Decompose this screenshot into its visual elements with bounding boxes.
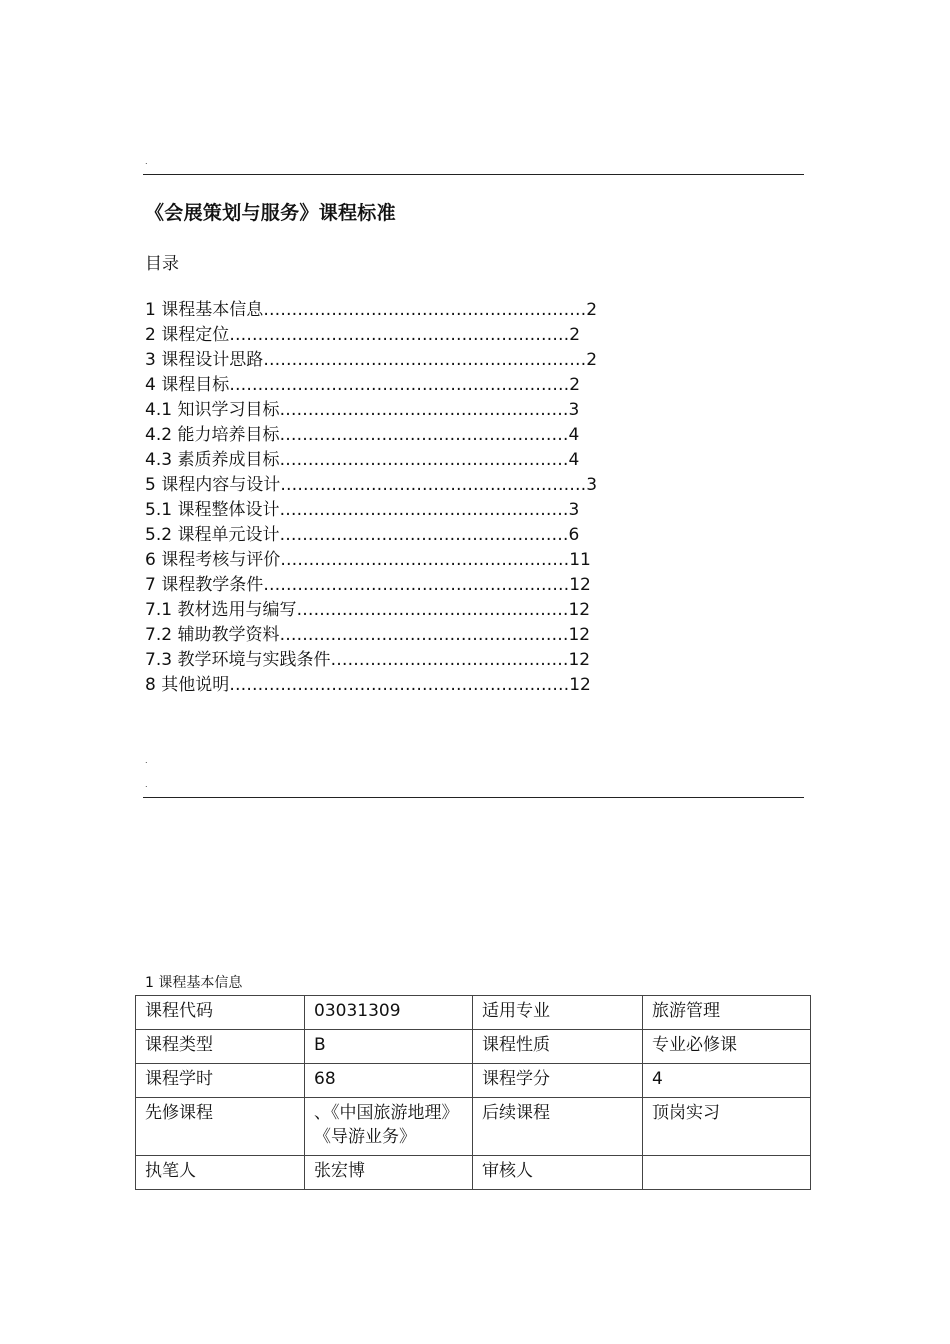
table-row	[136, 996, 811, 1030]
table-row	[136, 1098, 811, 1156]
table-cell: 68	[305, 1064, 473, 1098]
table-cell: 旅游管理	[643, 996, 811, 1030]
table-cell: 、《中国旅游地理》《导游业务》	[305, 1098, 473, 1156]
table-cell: 顶岗实习	[643, 1098, 811, 1156]
toc-entry[interactable]: 2 课程定位……………………………………………………2	[145, 325, 581, 345]
toc-entry[interactable]: 1 课程基本信息…………………………………………………2	[145, 300, 598, 320]
toc-entry[interactable]: 7.2 辅助教学资料……………………………………………12	[145, 625, 591, 645]
toc-heading: 目录	[145, 254, 179, 274]
table-cell: 课程代码	[136, 996, 305, 1030]
toc-entry[interactable]: 7 课程教学条件………………………………………………12	[145, 575, 591, 595]
section-heading: 1 课程基本信息	[145, 975, 243, 991]
table-cell: 执笔人	[136, 1156, 305, 1190]
table-row	[136, 1156, 811, 1190]
toc-entry[interactable]: 4.3 素质养成目标……………………………………………4	[145, 450, 580, 470]
toc-entry[interactable]: 8 其他说明……………………………………………………12	[145, 675, 591, 695]
table-cell: 后续课程	[473, 1098, 643, 1156]
table-cell: 课程类型	[136, 1030, 305, 1064]
table-cell: 03031309	[305, 996, 473, 1030]
toc-entry[interactable]: 5.2 课程单元设计……………………………………………6	[145, 525, 580, 545]
table-cell: 张宏博	[305, 1156, 473, 1190]
document-title: 《会展策划与服务》课程标准	[145, 202, 396, 224]
header-mark: .	[145, 157, 148, 166]
table-cell: 审核人	[473, 1156, 643, 1190]
table-row	[136, 1030, 811, 1064]
toc-entry[interactable]: 7.3 教学环境与实践条件……………………………………12	[145, 650, 591, 670]
table-cell: 课程学时	[136, 1064, 305, 1098]
header-rule	[143, 174, 804, 175]
table-of-contents	[145, 299, 597, 699]
header-mark: .	[145, 780, 148, 789]
table-cell: B	[305, 1030, 473, 1064]
page-rule	[143, 797, 804, 798]
table-cell: 课程性质	[473, 1030, 643, 1064]
table-cell: 适用专业	[473, 996, 643, 1030]
toc-entry[interactable]: 6 课程考核与评价……………………………………………11	[145, 550, 591, 570]
course-info-table	[135, 995, 811, 1190]
table-cell: 4	[643, 1064, 811, 1098]
toc-entry[interactable]: 4 课程目标……………………………………………………2	[145, 375, 581, 395]
toc-entry[interactable]: 7.1 教材选用与编写…………………………………………12	[145, 600, 591, 620]
toc-entry[interactable]: 5.1 课程整体设计……………………………………………3	[145, 500, 580, 520]
table-cell: 课程学分	[473, 1064, 643, 1098]
toc-entry[interactable]: 4.2 能力培养目标……………………………………………4	[145, 425, 580, 445]
toc-entry[interactable]: 4.1 知识学习目标……………………………………………3	[145, 400, 580, 420]
toc-entry[interactable]: 3 课程设计思路…………………………………………………2	[145, 350, 598, 370]
table-cell: 先修课程	[136, 1098, 305, 1156]
table-row	[136, 1064, 811, 1098]
footer-mark: .	[145, 756, 148, 765]
table-cell: 专业必修课	[643, 1030, 811, 1064]
table-cell	[643, 1156, 811, 1190]
toc-entry[interactable]: 5 课程内容与设计………………………………………………3	[145, 475, 598, 495]
